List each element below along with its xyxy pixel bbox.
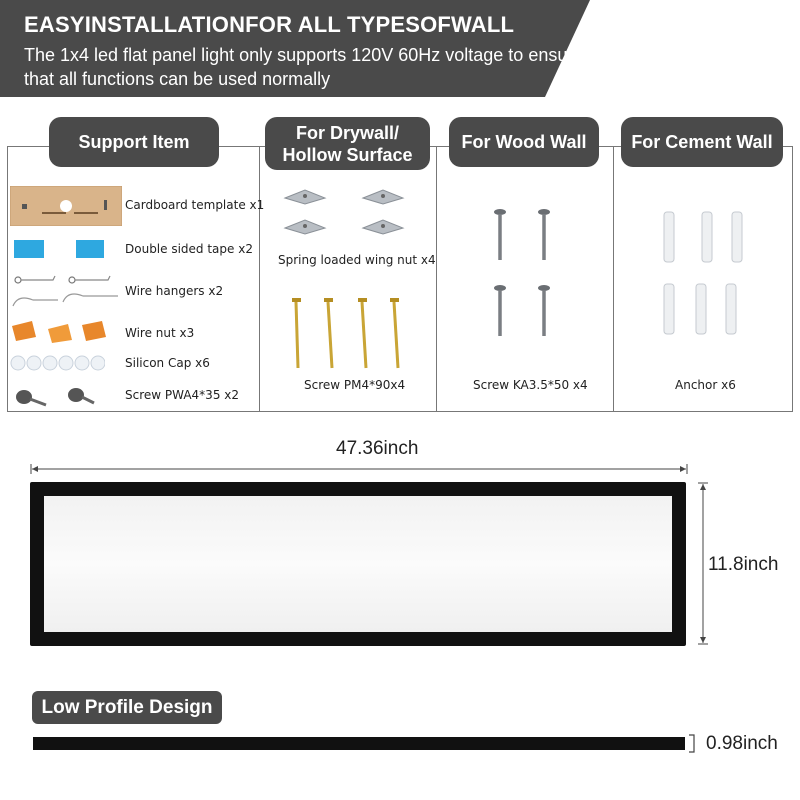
width-label: 47.36inch [336,438,419,459]
column-divider [259,147,260,411]
caption-wing-nut: Spring loaded wing nut x4 [278,253,436,267]
caption-wire-hangers: Wire hangers x2 [125,284,224,298]
banner-subtitle: The 1x4 led flat panel light only supports 120V 60Hz voltage to ensure that all functions can be used normally [24,45,584,89]
caption-screw-pm: Screw PM4*90x4 [304,378,406,392]
caption-cardboard-template: Cardboard template x1 [125,198,265,212]
wood-screw-icon [488,206,558,342]
silicon-cap-icon [10,355,105,371]
width-dimension-line [30,462,690,476]
screw-icon [14,387,96,409]
wing-nut-icon [283,186,419,242]
thickness-label: 0.98inch [706,733,778,754]
banner-title: EASYINSTALLATIONFOR ALL TYPESOFWALL [24,12,515,37]
column-divider [613,147,614,411]
panel-front-view [30,482,686,646]
long-screw-icon [290,298,410,370]
column-divider [436,147,437,411]
support-item-header: Support Item [49,117,219,167]
caption-double-sided-tape: Double sided tape x2 [125,242,253,256]
caption-wire-nut: Wire nut x3 [125,326,195,340]
caption-screw-pwa: Screw PWA4*35 x2 [125,388,240,402]
wood-wall-header: For Wood Wall [449,117,599,167]
caption-wood-screw: Screw KA3.5*50 x4 [473,378,588,392]
caption-anchor: Anchor x6 [675,378,736,392]
thickness-bracket [688,734,698,754]
drywall-header: For Drywall/ Hollow Surface [265,117,430,170]
height-label: 11.8inch [708,554,779,575]
panel-diffuser [44,496,672,632]
header-banner [0,0,800,100]
caption-silicon-cap: Silicon Cap x6 [125,356,210,370]
panel-side-profile [33,737,685,750]
double-sided-tape-icon [14,240,104,258]
cement-wall-header: For Cement Wall [621,117,783,167]
anchor-icon [658,210,750,338]
wire-hanger-icon [8,272,120,312]
low-profile-label: Low Profile Design [32,691,222,724]
wire-nut-icon [12,321,108,343]
cardboard-template-icon [10,186,122,226]
